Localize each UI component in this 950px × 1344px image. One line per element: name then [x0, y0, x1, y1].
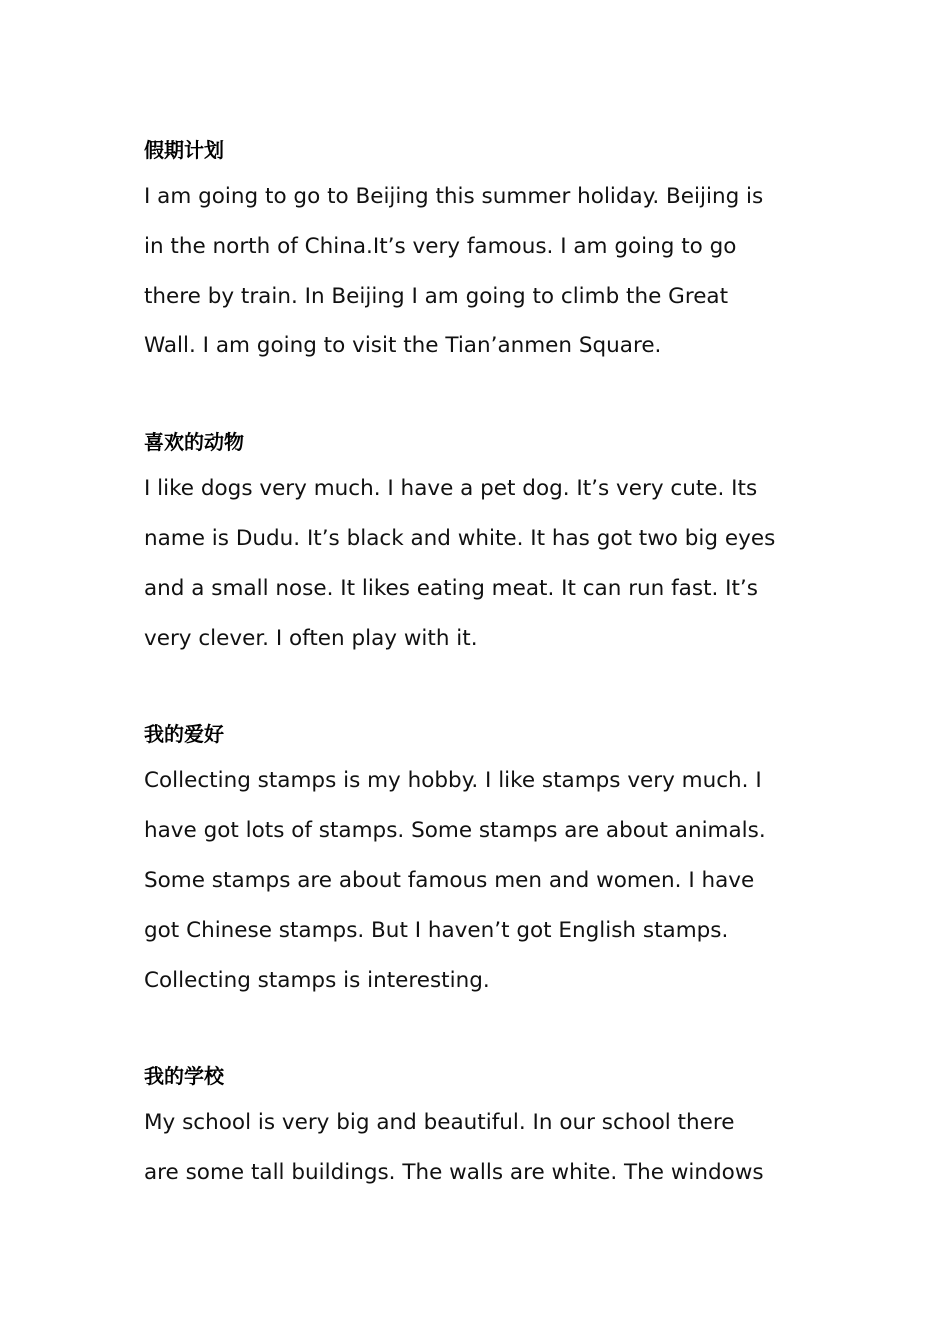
paragraph-line: very clever. I often play with it.	[144, 625, 478, 651]
paragraph-line: Some stamps are about famous men and women. I have	[144, 867, 755, 893]
paragraph-line: got Chinese stamps. But I haven’t got English stamps.	[144, 917, 729, 943]
section-title: 我的学校	[144, 1064, 224, 1089]
paragraph-line: I like dogs very much. I have a pet dog. It’s very cute. Its	[144, 476, 758, 502]
essay-favorite-animal	[144, 420, 814, 663]
essay-holiday-plan	[144, 128, 814, 371]
section-title: 喜欢的动物	[144, 430, 244, 455]
paragraph-line: Wall. I am going to visit the Tian’anmen Square.	[144, 333, 662, 359]
paragraph-line: Collecting stamps is interesting.	[144, 967, 490, 993]
paragraph-line: I am going to go to Beijing this summer holiday. Beijing is	[144, 184, 764, 209]
paragraph-line: My school is very big and beautiful. In our school there	[144, 1110, 735, 1136]
paragraph-line: and a small nose. It likes eating meat. It can run fast. It’s	[144, 575, 758, 601]
paragraph-line: there by train. In Beijing I am going to climb the Great	[144, 283, 729, 309]
document-page	[144, 128, 814, 1247]
paragraph-line: in the north of China.It’s very famous. I am going to go	[144, 233, 737, 259]
essay-my-school	[144, 1054, 814, 1198]
essay-my-hobby	[144, 712, 814, 1005]
section-title: 我的爱好	[144, 722, 224, 747]
paragraph-line: are some tall buildings. The walls are white. The windows	[144, 1160, 764, 1186]
paragraph-line: have got lots of stamps. Some stamps are about animals.	[144, 818, 766, 844]
section-title: 假期计划	[144, 138, 224, 162]
paragraph-line: name is Dudu. It’s black and white. It has got two big eyes	[144, 525, 776, 551]
paragraph-line: Collecting stamps is my hobby. I like stamps very much. I	[144, 768, 762, 794]
